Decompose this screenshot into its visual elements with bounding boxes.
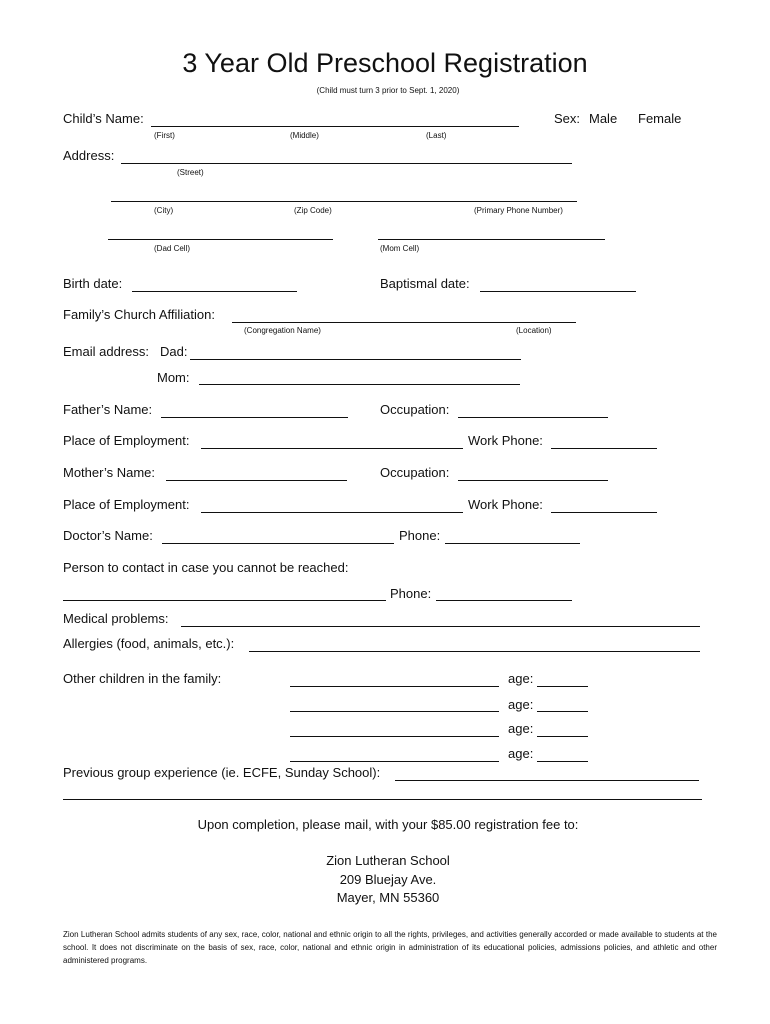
- contact-phone-label: Phone:: [390, 586, 432, 601]
- sex-male-option[interactable]: Male: [589, 111, 618, 126]
- father-occupation-label: Occupation:: [380, 402, 450, 417]
- address-label: Address:: [63, 148, 115, 163]
- email-dad-label: Dad:: [160, 344, 188, 359]
- school-street: 209 Bluejay Ave.: [339, 872, 437, 887]
- church-field[interactable]: [232, 322, 576, 323]
- dad-cell-field[interactable]: [108, 239, 333, 240]
- father-name-field[interactable]: [161, 417, 348, 418]
- mother-employment-label: Place of Employment:: [63, 497, 190, 512]
- last-name-hint: (Last): [426, 131, 447, 140]
- father-work-phone-field[interactable]: [551, 448, 657, 449]
- mother-name-label: Mother’s Name:: [63, 465, 155, 480]
- first-name-hint: (First): [154, 131, 175, 140]
- street-field[interactable]: [121, 163, 572, 164]
- child-4-age-field[interactable]: [537, 761, 588, 762]
- doctor-phone-field[interactable]: [445, 543, 580, 544]
- contact-phone-field[interactable]: [436, 600, 572, 601]
- birth-date-label: Birth date:: [63, 276, 123, 291]
- child-3-age-label: age:: [508, 721, 534, 736]
- city-zip-phone-field[interactable]: [111, 201, 577, 202]
- previous-group-label: Previous group experience (ie. ECFE, Sunday School):: [63, 765, 381, 780]
- child-4-name-field[interactable]: [290, 761, 499, 762]
- child-2-name-field[interactable]: [290, 711, 499, 712]
- primary-phone-hint: (Primary Phone Number): [474, 206, 563, 215]
- zip-hint: (Zip Code): [294, 206, 332, 215]
- child-3-age-field[interactable]: [537, 736, 588, 737]
- church-label: Family’s Church Affiliation:: [63, 307, 215, 322]
- father-work-phone-label: Work Phone:: [468, 433, 543, 448]
- mother-occupation-label: Occupation:: [380, 465, 450, 480]
- father-name-label: Father’s Name:: [63, 402, 153, 417]
- allergies-field[interactable]: [249, 651, 700, 652]
- mother-work-phone-label: Work Phone:: [468, 497, 543, 512]
- doctor-phone-label: Phone:: [399, 528, 441, 543]
- contact-person-field[interactable]: [63, 600, 386, 601]
- doctor-name-label: Doctor’s Name:: [63, 528, 153, 543]
- baptismal-date-label: Baptismal date:: [380, 276, 470, 291]
- mailing-instruction: Upon completion, please mail, with your $85.00 registration fee to:: [197, 817, 579, 832]
- mom-cell-field[interactable]: [378, 239, 605, 240]
- sex-label: Sex:: [554, 111, 581, 126]
- child-name-label: Child’s Name:: [63, 111, 144, 126]
- dad-cell-hint: (Dad Cell): [154, 244, 191, 253]
- doctor-name-field[interactable]: [162, 543, 394, 544]
- middle-name-hint: (Middle): [290, 131, 319, 140]
- school-name: Zion Lutheran School: [326, 853, 450, 868]
- birth-date-field[interactable]: [132, 291, 297, 292]
- child-4-age-label: age:: [508, 746, 534, 761]
- page-subtitle: (Child must turn 3 prior to Sept. 1, 2020): [316, 86, 460, 95]
- sex-female-option[interactable]: Female: [638, 111, 682, 126]
- child-3-name-field[interactable]: [290, 736, 499, 737]
- previous-group-field-2[interactable]: [63, 799, 702, 800]
- congregation-hint: (Congregation Name): [244, 326, 321, 335]
- father-occupation-field[interactable]: [458, 417, 608, 418]
- medical-problems-field[interactable]: [181, 626, 700, 627]
- child-name-field[interactable]: [151, 126, 519, 127]
- baptismal-date-field[interactable]: [480, 291, 636, 292]
- mother-employment-field[interactable]: [201, 512, 463, 513]
- child-2-age-label: age:: [508, 697, 534, 712]
- contact-person-label: Person to contact in case you cannot be reached:: [63, 560, 349, 575]
- page-title: 3 Year Old Preschool Registration: [182, 48, 588, 78]
- email-mom-label: Mom:: [157, 370, 190, 385]
- mother-occupation-field[interactable]: [458, 480, 608, 481]
- email-label: Email address:: [63, 344, 149, 359]
- child-1-age-label: age:: [508, 671, 534, 686]
- school-city: Mayer, MN 55360: [336, 890, 440, 905]
- mother-work-phone-field[interactable]: [551, 512, 657, 513]
- city-hint: (City): [154, 206, 174, 215]
- email-dad-field[interactable]: [190, 359, 521, 360]
- mother-name-field[interactable]: [166, 480, 347, 481]
- other-children-label: Other children in the family:: [63, 671, 222, 686]
- mom-cell-hint: (Mom Cell): [380, 244, 420, 253]
- father-employment-field[interactable]: [201, 448, 463, 449]
- child-1-name-field[interactable]: [290, 686, 499, 687]
- child-1-age-field[interactable]: [537, 686, 588, 687]
- email-mom-field[interactable]: [199, 384, 520, 385]
- street-hint: (Street): [177, 168, 204, 177]
- child-2-age-field[interactable]: [537, 711, 588, 712]
- previous-group-field[interactable]: [395, 780, 699, 781]
- father-employment-label: Place of Employment:: [63, 433, 190, 448]
- medical-problems-label: Medical problems:: [63, 611, 169, 626]
- non-discrimination-disclaimer: Zion Lutheran School admits students of any sex, race, color, national and ethnic origin to all the rights, privileges, and activities generally accorded or made available to students at the school. It does not discriminate on the basis of sex, race, color, national and ethnic origin in administration of its educational policies, admissions policies, and athletic and other administered programs.: [63, 930, 717, 965]
- allergies-label: Allergies (food, animals, etc.):: [63, 636, 235, 651]
- location-hint: (Location): [516, 326, 552, 335]
